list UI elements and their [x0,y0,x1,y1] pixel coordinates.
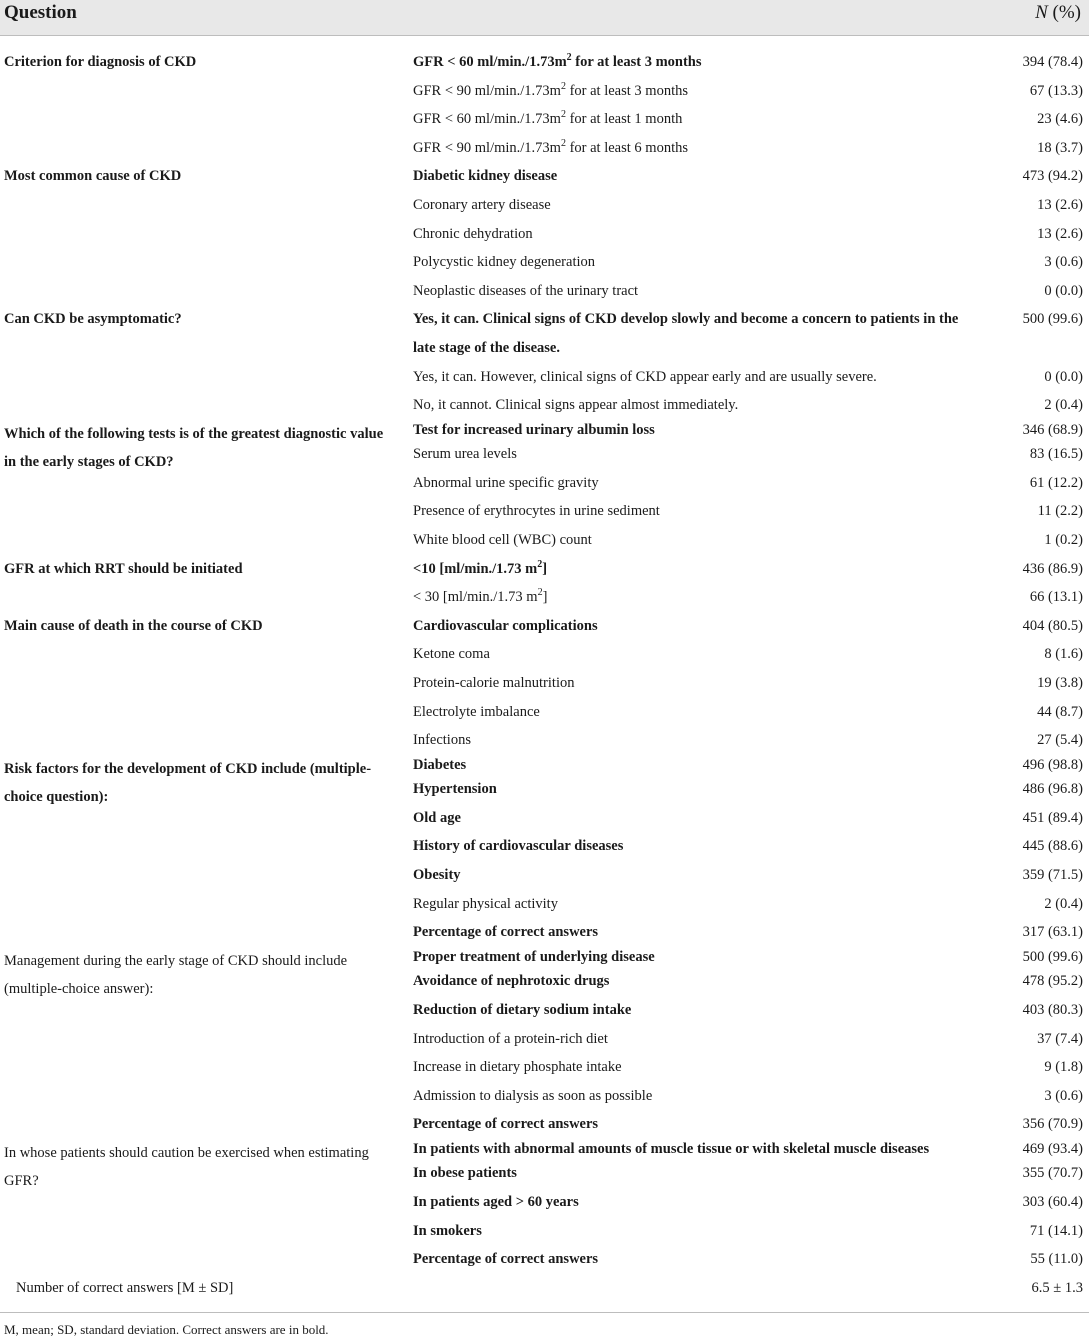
table-row [0,1110,1089,1139]
answer-text: In obese patients [413,1165,517,1182]
question-text: Main cause of death in the course of CKD [4,617,263,634]
table-row [0,48,1089,77]
n-percent-value: 19 (3.8) [1037,674,1083,691]
table-row [0,277,1089,306]
n-percent-value: 469 (93.4) [1022,1140,1083,1157]
answer-text: GFR < 60 $ml/\min./1.73m^2$ for at least 3 months [413,52,702,70]
question-text: Criterion for diagnosis of CKD [4,54,197,70]
answer-text: Coronary artery disease [413,196,551,213]
answer-text: Infections [413,732,471,749]
n-percent-value: 18 (3.7) [1037,139,1083,156]
answer-text: Admission to dialysis as soon as possible [413,1087,653,1104]
n-percent-value: 473 (94.2) [1022,168,1083,185]
n-percent-value: 451 (89.4) [1022,809,1083,826]
answer-text: No, it cannot. Clinical signs appear almost immediately. [413,397,739,414]
n-percent-value: 1 (0.2) [1044,532,1083,548]
n-percent-value: 436 (86.9) [1022,560,1083,577]
answer-text: Percentage of correct answers [413,1251,599,1268]
answer-text: Yes, it can. However, clinical signs of CKD appear early and are usually severe. [413,368,877,385]
answer-text: Test for increased urinary albumin loss [413,421,655,438]
table-row [0,1025,1089,1054]
n-percent-value: 403 (80.3) [1022,1001,1083,1018]
answer-text: Neoplastic diseases of the urinary tract [413,282,639,299]
answer-text: Old age [413,809,461,826]
n-percent-value: 303 (60.4) [1022,1193,1083,1210]
table-row [0,555,1089,584]
answer-text: Protein-calorie malnutrition [413,674,575,691]
answer-text: Reduction of dietary sodium intake [413,1001,632,1018]
n-percent-value: 3 (0.6) [1044,1087,1083,1104]
answer-text: < 30 [ml/min./1.73 $m^2$] [413,587,548,606]
n-percent-value: 11 (2.2) [1037,503,1083,520]
table-row [0,1217,1089,1246]
n-percent-value: 37 (7.4) [1037,1030,1083,1047]
table-row [0,420,1089,441]
table-row [0,526,1089,555]
n-percent-value: 0 (0.0) [1044,368,1083,385]
answer-text: White blood cell (WBC) count [413,532,592,548]
table-row [0,248,1089,277]
answer-text: GFR < 90 $ml/\min./1.73m^2$ for at least 3 months [413,80,688,99]
answer-text: Yes, it can. Clinical signs of CKD develop slowly and become a concern to patients in the late stage of the disease. [413,311,959,356]
n-percent-value: 23 (4.6) [1037,111,1083,128]
header-question: Question [4,2,77,23]
answer-text: Avoidance of nephrotoxic drugs [413,973,610,990]
answer-text: In smokers [413,1222,482,1239]
answer-text: Proper treatment of underlying disease [413,948,655,965]
question-text: Which of the following tests is of the greatest diagnostic value in the early stages of CKD? [4,425,384,471]
table-row [0,918,1089,947]
n-percent-value: 445 (88.6) [1022,838,1083,855]
table-row [0,1139,1089,1160]
table-row [0,832,1089,861]
n-percent-value: 3 (0.6) [1044,254,1083,271]
answer-text: In patients with abnormal amounts of muscle tissue or with skeletal muscle diseases [413,1140,930,1157]
summary-row [0,1274,1089,1303]
summary-label: Number of correct answers [M ± SD] [16,1279,234,1296]
answer-text: Diabetes [413,756,467,773]
table-header [0,0,1089,36]
n-percent-value: 13 (2.6) [1037,196,1083,213]
n-percent-value: 0 (0.0) [1044,282,1083,299]
table-row [0,947,1089,968]
answer-text: Introduction of a protein-rich diet [413,1030,608,1047]
answer-text: GFR < 60 $ml/\min./1.73m^2$ for at least 1 month [413,109,683,128]
n-percent-value: 346 (68.9) [1022,421,1083,438]
table-row [0,105,1089,134]
answer-text: Polycystic kidney degeneration [413,254,596,271]
table-row [0,755,1089,776]
question-text: Risk factors for the development of CKD include (multiple-choice question): [4,760,372,806]
table-footnote: M, mean; SD, standard deviation. Correct answers are in bold. [4,1322,329,1337]
table-row [0,134,1089,163]
question-text: Can CKD be asymptomatic? [4,311,182,328]
n-percent-value: 486 (96.8) [1022,781,1083,798]
answer-text: Presence of erythrocytes in urine sediment [413,503,660,520]
n-percent-value: 83 (16.5) [1029,446,1083,463]
n-percent-value: 404 (80.5) [1022,617,1083,634]
table-row [0,220,1089,249]
summary-value: 6.5 ± 1.3 [1031,1279,1083,1296]
n-percent-value: 317 (63.1) [1022,924,1083,941]
table-row [0,1245,1089,1274]
table-row [0,890,1089,919]
answer-text: Obesity [413,867,461,884]
n-percent-value: 8 (1.6) [1044,646,1083,663]
answer-text: Cardiovascular complications [413,617,598,634]
answer-text: Regular physical activity [413,895,558,912]
table-row [0,305,1089,362]
n-percent-value: 61 (12.2) [1029,474,1083,491]
table-row [0,640,1089,669]
table-row [0,861,1089,890]
n-percent-value: 359 (71.5) [1022,867,1083,884]
answer-text: In patients aged > 60 years [413,1193,579,1210]
answer-text: Electrolyte imbalance [413,703,540,720]
n-percent-value: 13 (2.6) [1037,225,1083,242]
answer-text: History of cardiovascular diseases [413,838,624,855]
question-text: Management during the early stage of CKD should include (multiple-choice answer): [4,952,348,998]
table-row [0,669,1089,698]
n-percent-value: 478 (95.2) [1022,973,1083,990]
answer-text: <10 [ml/min./1.73 $m^2$] [413,558,548,577]
n-percent-value: 9 (1.8) [1044,1059,1083,1076]
footer-divider [0,1312,1089,1313]
table-row [0,191,1089,220]
table-row [0,698,1089,727]
table-row [0,726,1089,755]
table-row [0,1053,1089,1082]
n-percent-value: 67 (13.3) [1029,82,1083,99]
table-row [0,583,1089,612]
n-percent-value: 44 (8.7) [1037,703,1083,720]
table-row [0,391,1089,420]
n-percent-value: 356 (70.9) [1022,1116,1083,1133]
answer-text: Increase in dietary phosphate intake [413,1059,622,1076]
n-percent-value: 500 (99.6) [1022,948,1083,965]
question-text: In whose patients should caution be exercised when estimating GFR? [4,1144,369,1190]
n-percent-value: 55 (11.0) [1030,1251,1083,1268]
answer-text: Percentage of correct answers [413,924,599,941]
n-percent-value: 496 (98.8) [1022,756,1083,773]
n-percent-value: 394 (78.4) [1022,54,1083,70]
header-n-percent: N (%) [1035,2,1081,23]
n-percent-value: 2 (0.4) [1044,397,1083,414]
n-percent-value: 355 (70.7) [1022,1165,1083,1182]
n-percent-value: 71 (14.1) [1029,1222,1083,1239]
answer-text: GFR < 90 $ml/\min./1.73m^2$ for at least 6 months [413,137,688,156]
answer-text: Diabetic kidney disease [413,168,558,185]
question-text: Most common cause of CKD [4,168,182,185]
table-row [0,1082,1089,1111]
answer-text: Chronic dehydration [413,225,533,242]
table-row [0,497,1089,526]
table-row [0,612,1089,641]
answer-text: Abnormal urine specific gravity [413,474,599,491]
answer-text: Ketone coma [413,646,490,663]
table-row [0,77,1089,106]
n-percent-value: 27 (5.4) [1037,732,1083,749]
answer-text: Serum urea levels [413,446,517,463]
answer-text: Percentage of correct answers [413,1116,599,1133]
question-text: GFR at which RRT should be initiated [4,560,243,577]
n-percent-value: 2 (0.4) [1044,895,1083,912]
knowledge-table [0,48,1089,1302]
n-percent-value: 66 (13.1) [1029,589,1083,606]
n-percent-value: 500 (99.6) [1022,311,1083,328]
table-row [0,162,1089,191]
table-row [0,363,1089,392]
answer-text: Hypertension [413,781,497,798]
